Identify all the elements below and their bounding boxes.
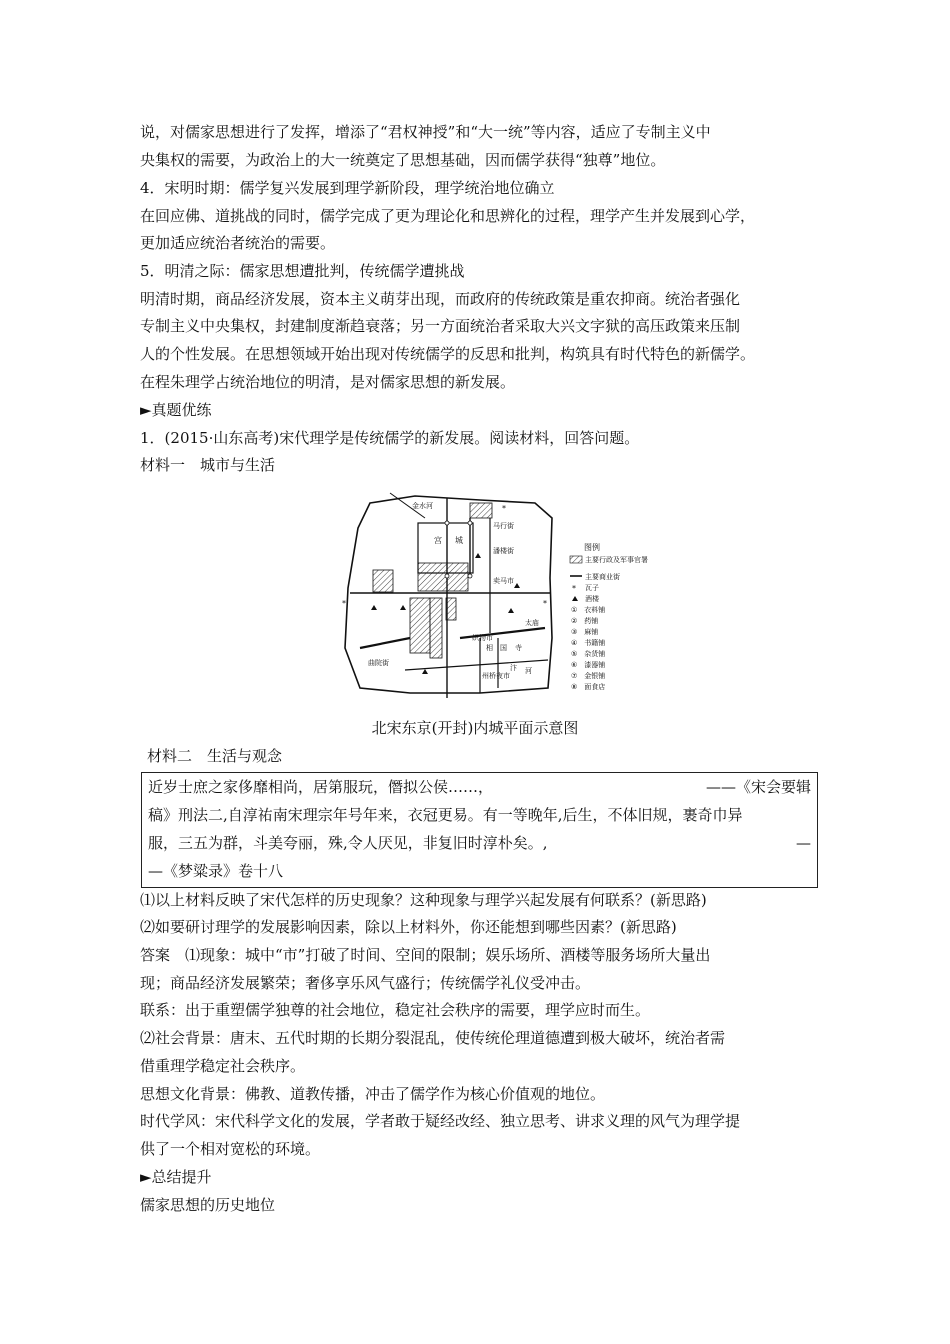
quote-source: —《梦粱录》卷十八 bbox=[148, 862, 284, 880]
legend-title: 图例 bbox=[584, 543, 600, 552]
tavern-marker bbox=[371, 605, 377, 610]
kaifeng-city-map bbox=[330, 488, 648, 708]
wazi-marker: * bbox=[543, 599, 547, 608]
map-label: 太庙 bbox=[525, 619, 539, 627]
tavern-marker bbox=[400, 605, 406, 610]
section-heading-5: 5．明清之际：儒家思想遭批判，传统儒学遭挑战 bbox=[140, 262, 465, 280]
tavern-marker bbox=[422, 669, 428, 674]
legend-item: 主要商业街 bbox=[585, 573, 620, 581]
tavern-marker bbox=[514, 583, 520, 588]
tavern-marker bbox=[508, 608, 514, 613]
answer-line: 现；商品经济发展繁荣；奢侈享乐风气盛行；传统儒学礼仪受冲击。 bbox=[140, 974, 591, 992]
answer-line: 供了一个相对宽松的环境。 bbox=[140, 1140, 321, 1158]
junction-marker bbox=[468, 521, 472, 525]
paragraph-line: 人的个性发展。在思想领域开始出现对传统儒学的反思和批判，构筑具有时代特色的新儒学。 bbox=[140, 345, 756, 363]
legend-item: ⑤ 杂货铺 bbox=[571, 650, 606, 658]
map-label: 卖马市 bbox=[493, 577, 514, 585]
map-label: 宫 bbox=[434, 536, 442, 545]
junction-marker bbox=[468, 574, 472, 578]
legend-item: ⑧ 面食店 bbox=[571, 683, 606, 691]
legend-star: * bbox=[572, 584, 576, 593]
legend-item: ④ 书籍铺 bbox=[571, 639, 606, 647]
official-building bbox=[410, 598, 430, 653]
legend-triangle bbox=[572, 596, 578, 601]
map-label: 马行街 bbox=[493, 522, 514, 530]
answer-line: 时代学风：宋代科学文化的发展，学者敢于疑经改经、独立思考、讲求义理的风气为理学提 bbox=[140, 1112, 741, 1130]
paragraph-line: 更加适应统治者统治的需要。 bbox=[140, 234, 336, 252]
legend-item: ⑦ 金银铺 bbox=[571, 672, 606, 680]
main-street bbox=[360, 638, 410, 648]
map-label: 织物市 bbox=[472, 634, 493, 642]
map-label: 河 bbox=[525, 667, 532, 675]
wazi-marker: * bbox=[342, 599, 346, 608]
material-one-heading: 材料一 城市与生活 bbox=[140, 456, 276, 474]
paragraph-line: 说，对儒家思想进行了发挥，增添了“君权神授”和“大一统”等内容，适应了专制主义中 bbox=[140, 123, 711, 141]
map-label: 相 bbox=[486, 644, 493, 652]
map-label: 州桥夜市 bbox=[482, 672, 510, 680]
answer-line: ⑵社会背景：唐末、五代时期的长期分裂混乱，使传统伦理道德遭到极大破坏，统治者需 bbox=[140, 1029, 726, 1047]
quote-line: 服，三五为群，斗美夸丽，殊,令人厌见，非复旧时淳朴矣。, bbox=[148, 834, 548, 852]
official-building bbox=[470, 503, 492, 518]
answer-line: 答案 ⑴现象：城中“市”打破了时间、空间的限制；娱乐场所、酒楼等服务场所大量出 bbox=[140, 946, 711, 964]
map-label: 城 bbox=[455, 536, 463, 545]
legend-item: ⑥ 漆器铺 bbox=[571, 661, 606, 669]
map-label: 金水河 bbox=[412, 502, 433, 510]
quote-line: 稿》刑法二,自淳祐南宋理宗年号年来，衣冠更易。有一等晚年,后生，不体旧规，裹奇巾异 bbox=[148, 806, 743, 824]
map-label: 潘楼街 bbox=[493, 547, 514, 555]
official-building bbox=[373, 570, 393, 592]
legend-item: 瓦子 bbox=[585, 584, 599, 592]
legend-item: ① 衣料铺 bbox=[571, 606, 606, 614]
quote-line: 近岁士庶之家侈靡相尚，居第服玩，僭拟公侯……， bbox=[148, 778, 494, 796]
paragraph-line: 明清时期，商品经济发展，资本主义萌芽出现，而政府的传统政策是重农抑商。统治者强化 bbox=[140, 290, 741, 308]
official-building bbox=[418, 563, 468, 591]
paragraph-line: 专制主义中央集权，封建制度渐趋衰落；另一方面统治者采取大兴文字狱的高压政策来压制 bbox=[140, 317, 741, 335]
paragraph-line: 央集权的需要，为政治上的大一统奠定了思想基础，因而儒学获得“独尊”地位。 bbox=[140, 151, 666, 169]
question-line: 1．(2015·山东高考)宋代理学是传统儒学的新发展。阅读材料，回答问题。 bbox=[140, 429, 640, 447]
junction-marker bbox=[445, 521, 449, 525]
answer-line: 借重理学稳定社会秩序。 bbox=[140, 1057, 306, 1075]
map-label: 寺 bbox=[515, 644, 522, 652]
quote-source: — bbox=[796, 834, 811, 852]
section-heading-4: 4．宋明时期：儒学复兴发展到理学新阶段，理学统治地位确立 bbox=[140, 179, 555, 197]
quote-source: ——《宋会要辑 bbox=[705, 778, 811, 796]
legend-item: 酒楼 bbox=[585, 595, 599, 603]
legend-item: 主要行政及军事官署 bbox=[585, 556, 648, 564]
answer-line: 思想文化背景：佛教、道教传播，冲击了儒学作为核心价值观的地位。 bbox=[140, 1085, 606, 1103]
sub-question-1: ⑴以上材料反映了宋代怎样的历史现象？这种现象与理学兴起发展有何联系？(新思路) bbox=[140, 891, 707, 909]
subheading-status: 儒家思想的历史地位 bbox=[140, 1196, 276, 1214]
sub-question-2: ⑵如要研讨理学的发展影响因素，除以上材料外，你还能想到哪些因素？(新思路) bbox=[140, 918, 677, 936]
answer-line: 联系：出于重塑儒学独尊的社会地位，稳定社会秩序的需要，理学应时而生。 bbox=[140, 1001, 651, 1019]
junction-marker bbox=[445, 574, 449, 578]
official-building bbox=[430, 598, 442, 658]
legend-item: ③ 麻铺 bbox=[571, 628, 599, 636]
section-marker-zongjie: ►总结提升 bbox=[140, 1168, 212, 1186]
wazi-marker: * bbox=[502, 504, 506, 513]
map-label: 国 bbox=[500, 644, 507, 652]
map-label: 汴 bbox=[510, 664, 517, 672]
tavern-marker bbox=[475, 553, 481, 558]
quotation-box bbox=[141, 772, 818, 888]
legend-swatch-hatch bbox=[570, 556, 582, 563]
legend-item: ② 药铺 bbox=[571, 617, 599, 625]
map-label: 曲院街 bbox=[368, 659, 389, 667]
paragraph-line: 在程朱理学占统治地位的明清，是对儒家思想的新发展。 bbox=[140, 373, 516, 391]
paragraph-line: 在回应佛、道挑战的同时，儒学完成了更为理论化和思辨化的过程，理学产生并发展到心学， bbox=[140, 207, 756, 225]
material-two-heading: 材料二 生活与观念 bbox=[147, 747, 283, 765]
section-marker-zhenti: ►真题优练 bbox=[140, 401, 212, 419]
figure-caption: 北宋东京(开封)内城平面示意图 bbox=[371, 719, 579, 737]
